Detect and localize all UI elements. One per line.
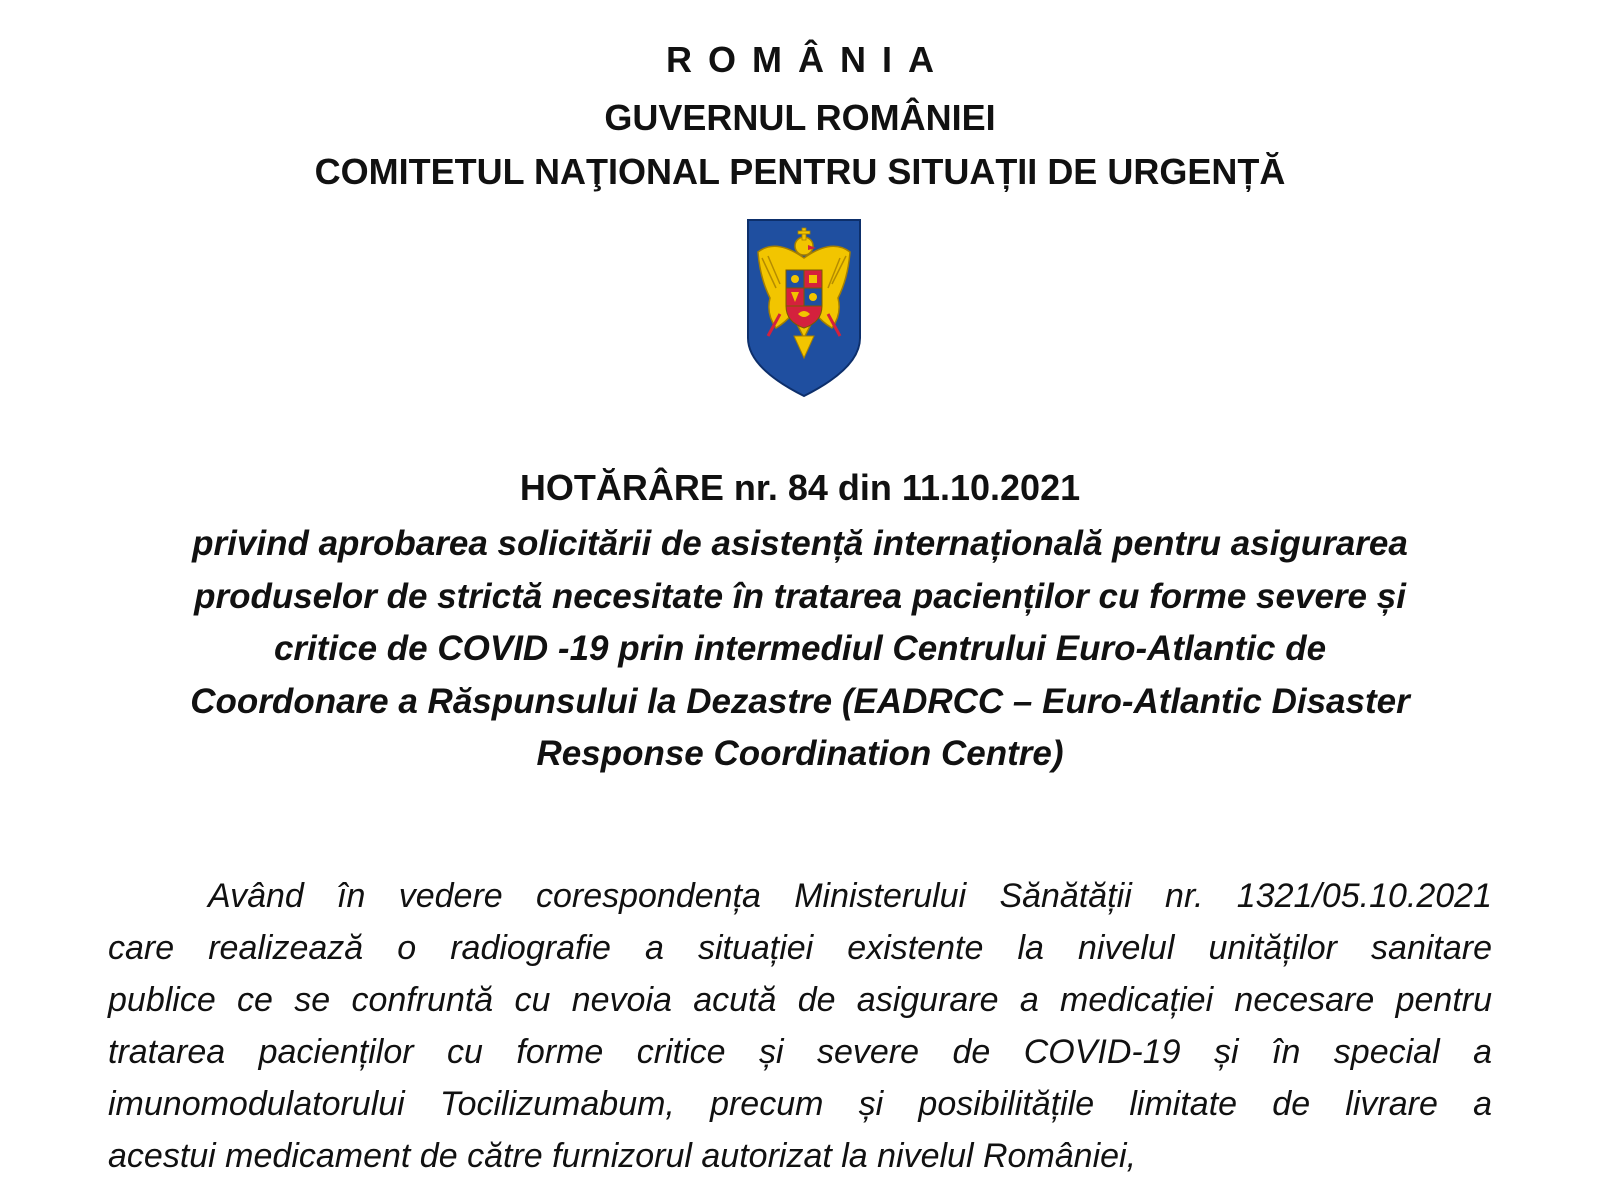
body-line: tratarea pacienților cu forme critice și severe de COVID-19 și în special a [108,1033,1492,1071]
body-paragraph [108,870,1492,1182]
subject-line: privind aprobarea solicitării de asistență internațională pentru asigurarea [192,524,1408,563]
body-line: acestui medicament de către furnizorul autorizat la nivelul României, [108,1137,1137,1175]
government-heading: GUVERNUL ROMÂNIEI [604,97,996,138]
romania-coat-of-arms-icon [746,218,862,398]
subject-line: critice de COVID -19 prin intermediul Centrului Euro-Atlantic de [273,629,1327,668]
body-line: publice ce se confruntă cu nevoia acută de asigurare a medicației necesare pentru [108,981,1492,1019]
body-line: imunomodulatorului Tocilizumabum, precum și posibilitățile limitate de livrare a [108,1085,1492,1123]
decision-subject [100,518,1500,781]
subject-line: Response Coordination Centre) [536,734,1064,773]
subject-line: Coordonare a Răspunsului la Dezastre (EADRCC – Euro-Atlantic Disaster [190,681,1410,721]
committee-heading: COMITETUL NAŢIONAL PENTRU SITUAȚII DE URGENȚĂ [314,151,1286,192]
decision-title: HOTĂRÂRE nr. 84 din 11.10.2021 [519,467,1081,508]
country-heading: ROMÂNIA [666,39,950,80]
body-line: care realizează o radiografie a situației existente la nivelul unităților sanitare [108,929,1492,967]
subject-line: produselor de strictă necesitate în tratarea pacienților cu forme severe și [194,576,1406,616]
body-line: Având în vedere corespondența Ministerului Sănătății nr. 1321/05.10.2021 [208,877,1492,915]
